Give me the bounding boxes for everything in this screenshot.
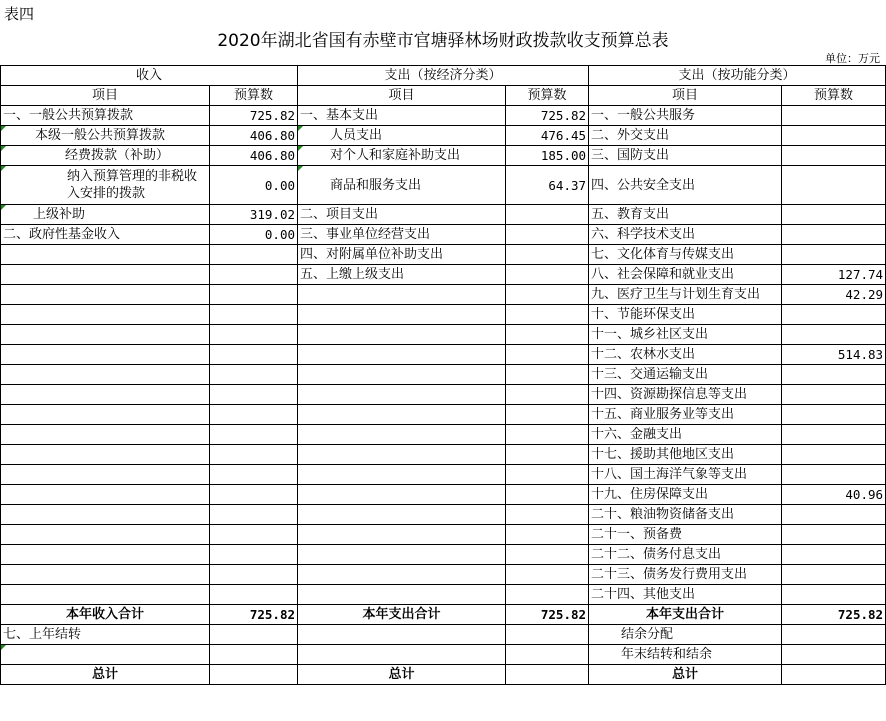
table-row bbox=[1, 305, 886, 325]
functional-total-amount: 725.82 bbox=[782, 605, 886, 625]
functional-amount bbox=[782, 425, 886, 445]
economic-item: 一、基本支出 bbox=[298, 106, 506, 126]
functional-amount bbox=[782, 565, 886, 585]
income-amount bbox=[210, 445, 298, 465]
functional-amount: 514.83 bbox=[782, 345, 886, 365]
economic-amount bbox=[506, 225, 589, 245]
functional-item: 二、外交支出 bbox=[589, 126, 782, 146]
yearend-carryover-amount bbox=[782, 645, 886, 665]
income-amount bbox=[210, 265, 298, 285]
income-amount: 0.00 bbox=[210, 225, 298, 245]
income-item: 经费拨款（补助） bbox=[1, 146, 210, 166]
economic-amount bbox=[506, 445, 589, 465]
income-item bbox=[1, 405, 210, 425]
income-item bbox=[1, 325, 210, 345]
economic-item bbox=[298, 365, 506, 385]
economic-item: 五、上缴上级支出 bbox=[298, 265, 506, 285]
functional-amount bbox=[782, 405, 886, 425]
economic-item bbox=[298, 545, 506, 565]
functional-item: 十二、农林水支出 bbox=[589, 345, 782, 365]
functional-grand-total-amount bbox=[782, 665, 886, 685]
table-row bbox=[1, 126, 886, 146]
functional-amount bbox=[782, 106, 886, 126]
income-item-header: 项目 bbox=[1, 86, 210, 106]
section-header-row bbox=[1, 66, 886, 86]
income-amount bbox=[210, 485, 298, 505]
income-amount bbox=[210, 505, 298, 525]
table-row bbox=[1, 325, 886, 345]
economic-blank-amount bbox=[506, 625, 589, 645]
income-amount: 725.82 bbox=[210, 106, 298, 126]
table-row bbox=[1, 106, 886, 126]
table-row bbox=[1, 345, 886, 365]
income-amount bbox=[210, 545, 298, 565]
economic-amount: 725.82 bbox=[506, 106, 589, 126]
table-row bbox=[1, 465, 886, 485]
income-item: 本级一般公共预算拨款 bbox=[1, 126, 210, 146]
economic-amount bbox=[506, 505, 589, 525]
income-item bbox=[1, 425, 210, 445]
income-amount bbox=[210, 245, 298, 265]
economic-item-header: 项目 bbox=[298, 86, 506, 106]
functional-item: 二十二、债务付息支出 bbox=[589, 545, 782, 565]
functional-amount bbox=[782, 525, 886, 545]
income-item bbox=[1, 265, 210, 285]
functional-amount bbox=[782, 305, 886, 325]
functional-item: 二十、粮油物资储备支出 bbox=[589, 505, 782, 525]
economic-item bbox=[298, 445, 506, 465]
income-item bbox=[1, 445, 210, 465]
economic-amount bbox=[506, 405, 589, 425]
table-row bbox=[1, 225, 886, 245]
functional-amount bbox=[782, 545, 886, 565]
functional-item: 七、文化体育与传媒支出 bbox=[589, 245, 782, 265]
income-item bbox=[1, 166, 210, 205]
functional-amount bbox=[782, 445, 886, 465]
economic-blank-amount bbox=[506, 645, 589, 665]
functional-amount bbox=[782, 166, 886, 205]
functional-amount-header: 预算数 bbox=[782, 86, 886, 106]
column-header-row bbox=[1, 86, 886, 106]
table-row bbox=[1, 505, 886, 525]
functional-amount bbox=[782, 365, 886, 385]
economic-item bbox=[298, 425, 506, 445]
budget-table bbox=[0, 65, 886, 685]
income-total-amount: 725.82 bbox=[210, 605, 298, 625]
economic-item: 三、事业单位经营支出 bbox=[298, 225, 506, 245]
economic-amount bbox=[506, 385, 589, 405]
table-row bbox=[1, 205, 886, 225]
functional-item: 十七、援助其他地区支出 bbox=[589, 445, 782, 465]
table-row bbox=[1, 245, 886, 265]
table-number-label: 表四 bbox=[4, 5, 35, 23]
economic-item bbox=[298, 285, 506, 305]
income-item bbox=[1, 305, 210, 325]
economic-expense-section-header: 支出（按经济分类） bbox=[298, 66, 589, 86]
income-amount bbox=[210, 405, 298, 425]
functional-amount: 40.96 bbox=[782, 485, 886, 505]
income-amount: 319.02 bbox=[210, 205, 298, 225]
income-amount bbox=[210, 585, 298, 605]
functional-amount bbox=[782, 225, 886, 245]
functional-item: 六、科学技术支出 bbox=[589, 225, 782, 245]
economic-amount bbox=[506, 285, 589, 305]
economic-item bbox=[298, 485, 506, 505]
income-item bbox=[1, 285, 210, 305]
functional-item: 八、社会保障和就业支出 bbox=[589, 265, 782, 285]
economic-item: 对个人和家庭补助支出 bbox=[298, 146, 506, 166]
functional-item: 二十三、债务发行费用支出 bbox=[589, 565, 782, 585]
economic-amount bbox=[506, 325, 589, 345]
table-row bbox=[1, 485, 886, 505]
functional-amount bbox=[782, 205, 886, 225]
income-amount-header: 预算数 bbox=[210, 86, 298, 106]
economic-item: 商品和服务支出 bbox=[298, 166, 506, 205]
income-item bbox=[1, 245, 210, 265]
functional-amount bbox=[782, 385, 886, 405]
economic-item bbox=[298, 525, 506, 545]
income-amount bbox=[210, 425, 298, 445]
income-amount bbox=[210, 325, 298, 345]
functional-item: 十六、金融支出 bbox=[589, 425, 782, 445]
functional-amount bbox=[782, 245, 886, 265]
functional-item: 四、公共安全支出 bbox=[589, 166, 782, 205]
functional-amount bbox=[782, 505, 886, 525]
economic-amount bbox=[506, 525, 589, 545]
economic-total-amount: 725.82 bbox=[506, 605, 589, 625]
prior-year-carryover-label: 七、上年结转 bbox=[1, 625, 210, 645]
economic-item bbox=[298, 405, 506, 425]
income-item-text: 纳入预算管理的非税收入安排的拨款 bbox=[67, 169, 198, 201]
income-item: 上级补助 bbox=[1, 205, 210, 225]
economic-amount-header: 预算数 bbox=[506, 86, 589, 106]
economic-item bbox=[298, 345, 506, 365]
income-section-header: 收入 bbox=[1, 66, 298, 86]
carryover-row bbox=[1, 625, 886, 645]
yearend-carryover-label: 年末结转和结余 bbox=[589, 645, 782, 665]
economic-item bbox=[298, 465, 506, 485]
economic-item: 四、对附属单位补助支出 bbox=[298, 245, 506, 265]
table-row bbox=[1, 585, 886, 605]
functional-amount bbox=[782, 126, 886, 146]
income-item bbox=[1, 565, 210, 585]
functional-item: 十、节能环保支出 bbox=[589, 305, 782, 325]
table-row bbox=[1, 545, 886, 565]
table-row bbox=[1, 525, 886, 545]
economic-amount bbox=[506, 485, 589, 505]
economic-item bbox=[298, 565, 506, 585]
income-item bbox=[1, 545, 210, 565]
table-row bbox=[1, 146, 886, 166]
income-amount bbox=[210, 285, 298, 305]
functional-amount bbox=[782, 146, 886, 166]
income-amount bbox=[210, 465, 298, 485]
yearend-row bbox=[1, 645, 886, 665]
functional-item: 一、一般公共服务 bbox=[589, 106, 782, 126]
functional-item: 二十四、其他支出 bbox=[589, 585, 782, 605]
table-row bbox=[1, 265, 886, 285]
economic-amount bbox=[506, 345, 589, 365]
functional-item: 十九、住房保障支出 bbox=[589, 485, 782, 505]
income-item bbox=[1, 345, 210, 365]
income-amount: 406.80 bbox=[210, 146, 298, 166]
table-row bbox=[1, 285, 886, 305]
table-row bbox=[1, 425, 886, 445]
economic-item bbox=[298, 505, 506, 525]
income-amount bbox=[210, 365, 298, 385]
income-item bbox=[1, 525, 210, 545]
functional-item-header: 项目 bbox=[589, 86, 782, 106]
income-amount: 406.80 bbox=[210, 126, 298, 146]
economic-total-label: 本年支出合计 bbox=[298, 605, 506, 625]
economic-amount bbox=[506, 585, 589, 605]
economic-amount: 476.45 bbox=[506, 126, 589, 146]
functional-amount bbox=[782, 325, 886, 345]
economic-grand-total-amount bbox=[506, 665, 589, 685]
income-amount bbox=[210, 565, 298, 585]
economic-grand-total-label: 总计 bbox=[298, 665, 506, 685]
economic-amount: 185.00 bbox=[506, 146, 589, 166]
economic-item bbox=[298, 305, 506, 325]
functional-item: 五、教育支出 bbox=[589, 205, 782, 225]
income-item bbox=[1, 585, 210, 605]
page-title: 2020年湖北省国有赤壁市官塘驿林场财政拨款收支预算总表 bbox=[217, 31, 669, 51]
economic-amount: 64.37 bbox=[506, 166, 589, 205]
functional-amount: 42.29 bbox=[782, 285, 886, 305]
economic-blank bbox=[298, 645, 506, 665]
income-amount bbox=[210, 305, 298, 325]
surplus-distribution-label: 结余分配 bbox=[589, 625, 782, 645]
income-grand-total-amount bbox=[210, 665, 298, 685]
economic-amount bbox=[506, 205, 589, 225]
table-row bbox=[1, 445, 886, 465]
income-blank bbox=[1, 645, 210, 665]
economic-item bbox=[298, 585, 506, 605]
functional-expense-section-header: 支出（按功能分类） bbox=[589, 66, 886, 86]
economic-amount bbox=[506, 305, 589, 325]
income-item bbox=[1, 385, 210, 405]
economic-amount bbox=[506, 265, 589, 285]
income-total-label: 本年收入合计 bbox=[1, 605, 210, 625]
table-row bbox=[1, 365, 886, 385]
economic-amount bbox=[506, 425, 589, 445]
functional-item: 十八、国土海洋气象等支出 bbox=[589, 465, 782, 485]
functional-amount: 127.74 bbox=[782, 265, 886, 285]
table-row bbox=[1, 405, 886, 425]
functional-item: 十三、交通运输支出 bbox=[589, 365, 782, 385]
functional-total-label: 本年支出合计 bbox=[589, 605, 782, 625]
functional-amount bbox=[782, 465, 886, 485]
functional-grand-total-label: 总计 bbox=[589, 665, 782, 685]
functional-item: 九、医疗卫生与计划生育支出 bbox=[589, 285, 782, 305]
income-amount bbox=[210, 525, 298, 545]
functional-item: 十一、城乡社区支出 bbox=[589, 325, 782, 345]
income-amount: 0.00 bbox=[210, 166, 298, 205]
income-item bbox=[1, 485, 210, 505]
income-item bbox=[1, 365, 210, 385]
income-item bbox=[1, 465, 210, 485]
economic-item bbox=[298, 325, 506, 345]
economic-amount bbox=[506, 245, 589, 265]
economic-item: 二、项目支出 bbox=[298, 205, 506, 225]
table-row bbox=[1, 166, 886, 205]
unit-label: 单位：万元 bbox=[825, 52, 880, 65]
grand-total-row bbox=[1, 665, 886, 685]
surplus-distribution-amount bbox=[782, 625, 886, 645]
income-item: 一、一般公共预算拨款 bbox=[1, 106, 210, 126]
economic-amount bbox=[506, 565, 589, 585]
functional-item: 十五、商业服务业等支出 bbox=[589, 405, 782, 425]
functional-amount bbox=[782, 585, 886, 605]
income-amount bbox=[210, 385, 298, 405]
economic-item bbox=[298, 385, 506, 405]
annual-total-row bbox=[1, 605, 886, 625]
table-row bbox=[1, 565, 886, 585]
income-item: 二、政府性基金收入 bbox=[1, 225, 210, 245]
economic-amount bbox=[506, 545, 589, 565]
functional-item: 二十一、预备费 bbox=[589, 525, 782, 545]
economic-amount bbox=[506, 465, 589, 485]
income-amount bbox=[210, 345, 298, 365]
functional-item: 十四、资源勘探信息等支出 bbox=[589, 385, 782, 405]
economic-amount bbox=[506, 365, 589, 385]
economic-item: 人员支出 bbox=[298, 126, 506, 146]
economic-blank bbox=[298, 625, 506, 645]
table-row bbox=[1, 385, 886, 405]
income-grand-total-label: 总计 bbox=[1, 665, 210, 685]
functional-item: 三、国防支出 bbox=[589, 146, 782, 166]
income-blank-amount bbox=[210, 645, 298, 665]
prior-year-carryover-amount bbox=[210, 625, 298, 645]
income-item bbox=[1, 505, 210, 525]
